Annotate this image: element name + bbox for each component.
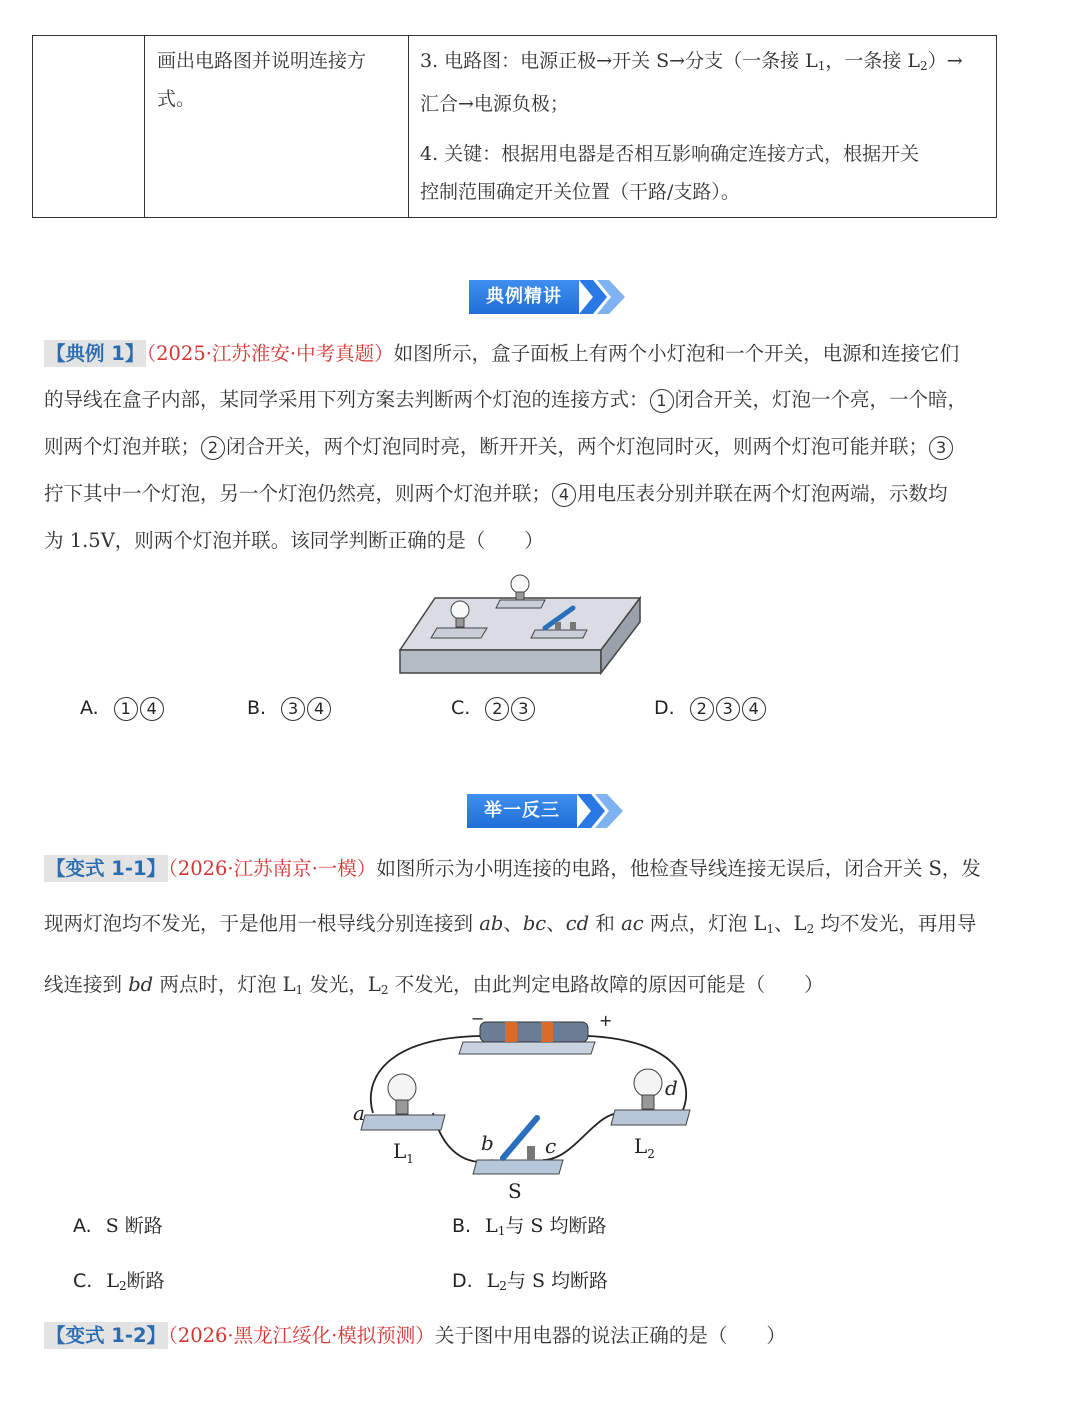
circled-number: 4 — [552, 483, 576, 507]
battery-minus-label: − — [471, 1010, 485, 1028]
variant-1-1-line-3: 线连接到 bd 两点时，灯泡 $L_1$ 发光，$L_2$ 不发光，由此判定电路故障的原因可能是（ ） — [44, 973, 824, 997]
double-chevron-icon — [577, 280, 629, 314]
battery-plus-label: + — [599, 1011, 613, 1030]
section-banner-examples — [469, 280, 629, 314]
option-a[interactable]: A. S 断路 — [73, 1215, 163, 1237]
option-b[interactable]: B. 3 4 — [247, 697, 332, 721]
example-1-line-5: 为 1.5V，则两个灯泡并联。该同学判断正确的是（ ） — [44, 529, 544, 552]
point-d-label: d — [665, 1076, 678, 1100]
switch-s-label: S — [508, 1179, 522, 1203]
table-cell-requirement: 画出电路图并说明连接方 式。 — [157, 50, 367, 110]
example-source: （2025·江苏淮安·中考真题） — [146, 342, 394, 365]
summary-table — [32, 35, 997, 218]
variant-1-1-line-1: 【变式 1-1】 （2026·江苏南京·一模）如图所示为小明连接的电路，他检查导线连接无误后，闭合开关 S，发 — [46, 857, 981, 880]
example-1-line-1: 【典例 1】 （2025·江苏淮安·中考真题）如图所示，盒子面板上有两个小灯泡和一个开关，电源和连接它们 — [46, 342, 960, 365]
option-d[interactable]: D. 2 3 4 — [654, 697, 767, 721]
circled-number: 3 — [716, 697, 740, 721]
option-d[interactable]: D. $L_2$与 S 均断路 — [452, 1270, 609, 1293]
option-b[interactable]: B. $L_1$与 S 均断路 — [452, 1215, 607, 1238]
point-c-label: c — [545, 1134, 557, 1158]
option-c[interactable]: C. 2 3 — [451, 697, 536, 721]
example-source: （2026·江苏南京·一模） — [168, 857, 377, 880]
circled-number: 3 — [511, 697, 535, 721]
example-tag: 【变式 1-1】 — [46, 857, 167, 880]
circled-number: 2 — [485, 697, 509, 721]
circuit-figure — [345, 1010, 705, 1205]
point-b-label: b — [481, 1131, 494, 1155]
circled-number: 4 — [742, 697, 766, 721]
example-1-line-4: 拧下其中一个灯泡，另一个灯泡仍然亮，则两个灯泡并联； 4 用电压表分别并联在两个灯泡两端，示数均 — [44, 482, 948, 505]
example-1-line-3: 则两个灯泡并联； 2 闭合开关，两个灯泡同时亮，断开开关，两个灯泡同时灭，则两个灯泡可能并联； 3 — [44, 431, 954, 460]
table-divider — [144, 36, 145, 217]
variant-1-2-line-1: 【变式 1-2】 （2026·黑龙江绥化·模拟预测）关于图中用电器的说法正确的是（ ） — [46, 1324, 786, 1347]
banner-label: 典例精讲 — [469, 280, 579, 314]
option-a[interactable]: A. 1 4 — [80, 697, 165, 721]
double-chevron-icon — [575, 794, 627, 828]
circled-number: 1 — [650, 389, 674, 413]
section-banner-practice — [467, 794, 627, 828]
circled-number: 2 — [201, 436, 225, 460]
table-line: 控制范围确定开关位置（干路/支路）。 — [420, 181, 740, 203]
example-tag: 【典例 1】 — [46, 342, 145, 365]
circled-number: 2 — [690, 697, 714, 721]
option-c[interactable]: C. $L_2$断路 — [73, 1270, 165, 1293]
circled-number: 3 — [281, 697, 305, 721]
banner-label: 举一反三 — [467, 794, 577, 828]
bulb-l2-label: $L_2$ — [634, 1134, 655, 1161]
box-panel-figure — [395, 570, 645, 680]
table-cell-method — [420, 42, 990, 211]
circled-number: 1 — [114, 697, 138, 721]
point-a-label: a — [353, 1101, 365, 1125]
table-line: 4. 关键：根据用电器是否相互影响确定连接方式，根据开关 — [420, 143, 920, 165]
example-1-line-2: 的导线在盒子内部，某同学采用下列方案去判断两个灯泡的连接方式： 1 闭合开关，灯泡一个亮，一个暗， — [44, 388, 968, 411]
table-line: 汇合→电源负极； — [420, 93, 569, 115]
circled-number: 3 — [929, 436, 953, 460]
example-source: （2026·黑龙江绥化·模拟预测） — [168, 1324, 435, 1347]
table-line: 3. 电路图：电源正极→开关 S→分支（一条接 $L_1$，一条接 $L_2)\to$ — [420, 50, 963, 73]
table-divider — [408, 36, 409, 217]
circled-number: 4 — [140, 697, 164, 721]
example-tag: 【变式 1-2】 — [46, 1324, 167, 1347]
bulb-l1-label: $L_1$ — [393, 1139, 414, 1166]
variant-1-1-line-2: 现两灯泡均不发光，于是他用一根导线分别连接到 ab、bc、cd 和 ac 两点，灯泡 $L_1$、$L_2$ 均不发光，再用导 — [44, 912, 977, 936]
circled-number: 4 — [307, 697, 331, 721]
